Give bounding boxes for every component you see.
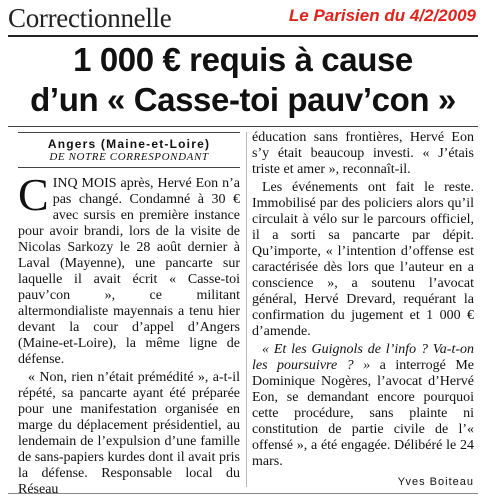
headline-line-1: 1 000 € requis à cause [73, 41, 413, 78]
headline [22, 40, 464, 120]
byline [18, 132, 240, 168]
author-signature: Yves Boiteau [397, 476, 474, 488]
article-column-right [252, 130, 474, 490]
article-paragraph-4 [252, 342, 474, 470]
paragraph-4-quote: « Et les Guignols de l’info ? Va-t-on les poursuivre ? » [252, 342, 474, 373]
section-rubric: Correctionnelle [8, 3, 172, 33]
byline-correspondent: DE NOTRE CORRESPONDANT [49, 151, 209, 163]
headline-rule [8, 126, 478, 127]
article-paragraph-2: « Non, rien n’était prémédité », a-t-il répété, sa pancarte ayant été préparée pour une manifestation organisée en marge du déplacement présidentiel, au lendemain de l’expulsion d’une famille de sans-papiers kurdes dont il avait pris la défense. Responsable local du Réseau [18, 370, 240, 497]
article-paragraph-3: Les événements ont fait le reste. Immobilisé par des policiers alors qu’il circulait à vélo sur le parcours officiel, il a sorti sa pancarte par dépit. Qu’importe, « l’intention d’offense est caractérisée dès lors que l’auteur en a conscience », a soutenu l’avocat général, Hervé Drevard, requérant la confirmation du jugement et 1 000 € d’amende. [252, 180, 474, 339]
paragraph-4-text: a interrogé Me Dominique Nogères, l’avocat d’Hervé Eon, se demandant encore pourquoi cette procédure, sans plainte ni constitution de partie civile de l’« offensé », a été engagée. Délibéré le 24 mars. [252, 358, 474, 469]
article-paragraph-1 [18, 169, 240, 368]
article-paragraph-2-continued: éducation sans frontières, Hervé Eon s’y était beaucoup investi. « J’étais triste et amer », reconnaît-il. [252, 130, 474, 177]
source-label: Le Parisien du 4/2/2009 [288, 6, 476, 25]
article-column-left [18, 132, 240, 500]
headline-line-2: d’un « Casse-toi pauv’con » [30, 81, 456, 118]
byline-place: Angers (Maine-et-Loire) [47, 137, 211, 151]
column-divider [246, 132, 247, 487]
top-rule [8, 35, 478, 37]
paragraph-1-text: INQ MOIS après, Hervé Eon n’a pas changé. Condamné à 30 € avec sursis en première instance pour avoir brandi, lors de la visite de Nicolas Sarkozy le 28 août dernier à Laval (Mayenne), une pancarte sur laquelle il avait écrit « Casse-toi pauv’con », ce militant altermondialiste mayennais a tenu hier devant la cour d’appel d’Angers (Maine-et-Loire), la même ligne de défense. [18, 176, 240, 367]
drop-cap: C [18, 169, 49, 220]
bottom-rule [8, 493, 478, 494]
